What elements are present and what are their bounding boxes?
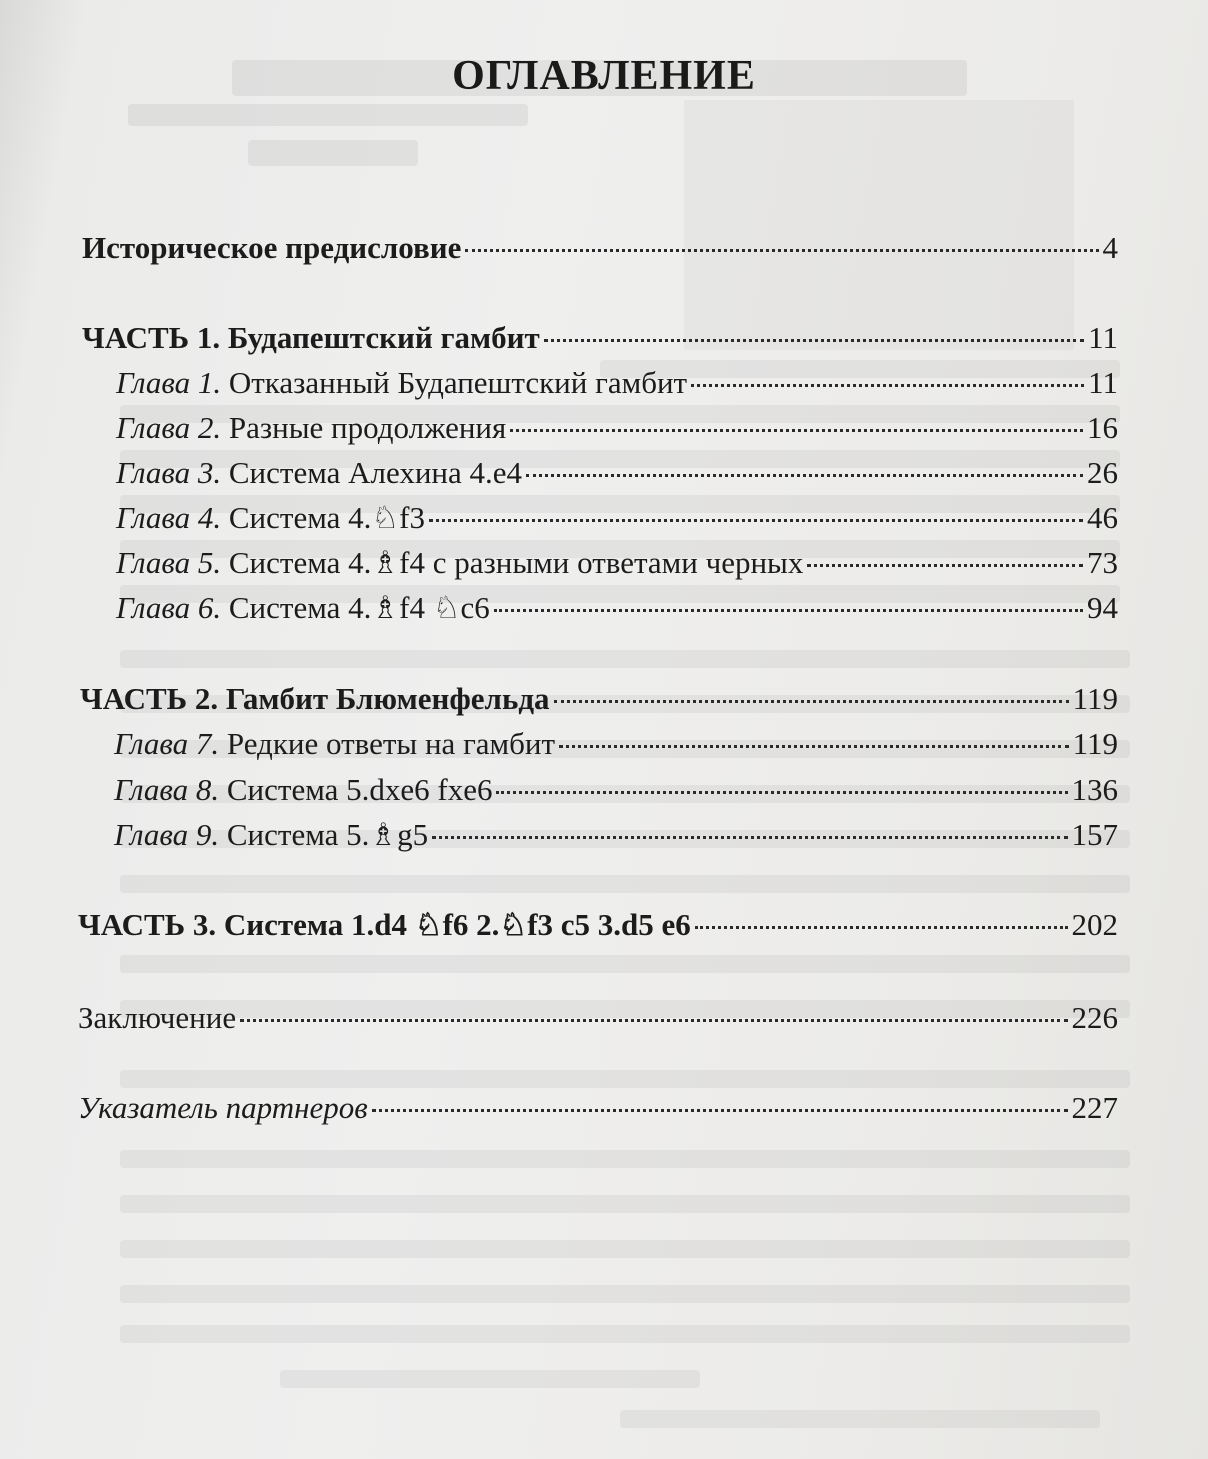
dot-leader: [240, 1019, 1067, 1022]
toc-label: Редкие ответы на гамбит: [226, 726, 556, 761]
toc-row-chapter-7[interactable]: [114, 722, 1118, 766]
toc-page: 202: [1071, 907, 1118, 942]
toc-row-chapter-3[interactable]: [116, 451, 1118, 495]
toc-label: Система 4.♗f4 ♘c6: [228, 590, 490, 625]
toc-label: ЧАСТЬ 1. Будапештский гамбит: [82, 320, 540, 355]
toc-page: 26: [1087, 455, 1118, 490]
toc-page: 11: [1088, 320, 1118, 355]
toc-row-chapter-9[interactable]: [114, 813, 1118, 857]
toc-page: 227: [1071, 1090, 1118, 1125]
toc-label: Указатель партнеров: [78, 1090, 368, 1125]
toc-label: Отказанный Будапештский гамбит: [228, 365, 688, 400]
chapter-number: Глава 2.: [116, 410, 222, 445]
dot-leader: [559, 745, 1069, 748]
toc-label: Заключение: [78, 1000, 237, 1035]
dot-leader: [695, 926, 1068, 929]
toc-row-preface[interactable]: [82, 226, 1118, 270]
toc-label: Система Алехина 4.e4: [228, 455, 523, 490]
dot-leader: [465, 249, 1098, 252]
chapter-number: Глава 4.: [116, 500, 222, 535]
dot-leader: [691, 384, 1084, 387]
toc-row-chapter-2[interactable]: [116, 406, 1118, 450]
toc-page: 11: [1088, 365, 1118, 400]
chapter-number: Глава 5.: [116, 545, 222, 580]
dot-leader: [554, 700, 1069, 703]
chapter-number: Глава 9.: [114, 817, 220, 852]
toc-row-part-3[interactable]: [78, 903, 1118, 947]
dot-leader: [372, 1109, 1068, 1112]
toc-page: 94: [1087, 590, 1118, 625]
toc-label: Система 5.♗g5: [226, 817, 429, 852]
dot-leader: [526, 474, 1083, 477]
toc-row-chapter-4[interactable]: [116, 496, 1118, 540]
chapter-number: Глава 7.: [114, 726, 220, 761]
dot-leader: [510, 429, 1083, 432]
toc-label: ЧАСТЬ 2. Гамбит Блюменфельда: [80, 681, 550, 716]
toc-row-chapter-5[interactable]: [116, 541, 1118, 585]
toc-page: 46: [1087, 500, 1118, 535]
toc-label: Система 4.♘f3: [228, 500, 425, 535]
chapter-number: Глава 3.: [116, 455, 222, 490]
toc-page: 16: [1087, 410, 1118, 445]
toc-page: 157: [1071, 817, 1118, 852]
toc-row-chapter-1[interactable]: [116, 361, 1118, 405]
toc-row-chapter-6[interactable]: [116, 586, 1118, 630]
toc-row-index[interactable]: [78, 1086, 1118, 1130]
dot-leader: [544, 339, 1084, 342]
toc-page: 4: [1102, 230, 1118, 265]
dot-leader: [494, 609, 1083, 612]
toc-page: 119: [1072, 726, 1118, 761]
toc-label: Разные продолжения: [228, 410, 507, 445]
dot-leader: [807, 564, 1083, 567]
toc-row-conclusion[interactable]: [78, 996, 1118, 1040]
dot-leader: [429, 519, 1083, 522]
chapter-number: Глава 1.: [116, 365, 222, 400]
toc-row-chapter-8[interactable]: [114, 768, 1118, 812]
toc-label: Система 5.dxe6 fxe6: [226, 772, 493, 807]
chapter-number: Глава 8.: [114, 772, 220, 807]
toc-row-part-1[interactable]: [82, 316, 1118, 360]
toc-page: 73: [1087, 545, 1118, 580]
dot-leader: [496, 791, 1067, 794]
dot-leader: [432, 836, 1067, 839]
toc-label: Система 4.♗f4 с разными ответами черных: [228, 545, 804, 580]
toc-label: Историческое предисловие: [82, 230, 462, 265]
chapter-number: Глава 6.: [116, 590, 222, 625]
toc-page: 136: [1071, 772, 1118, 807]
toc-page: 119: [1072, 681, 1118, 716]
toc-label: ЧАСТЬ 3. Система 1.d4 ♘f6 2.♘f3 c5 3.d5 e6: [78, 907, 691, 942]
toc-row-part-2[interactable]: [80, 677, 1118, 721]
page-title: ОГЛАВЛЕНИЕ: [452, 53, 756, 99]
toc-page: 226: [1071, 1000, 1118, 1035]
